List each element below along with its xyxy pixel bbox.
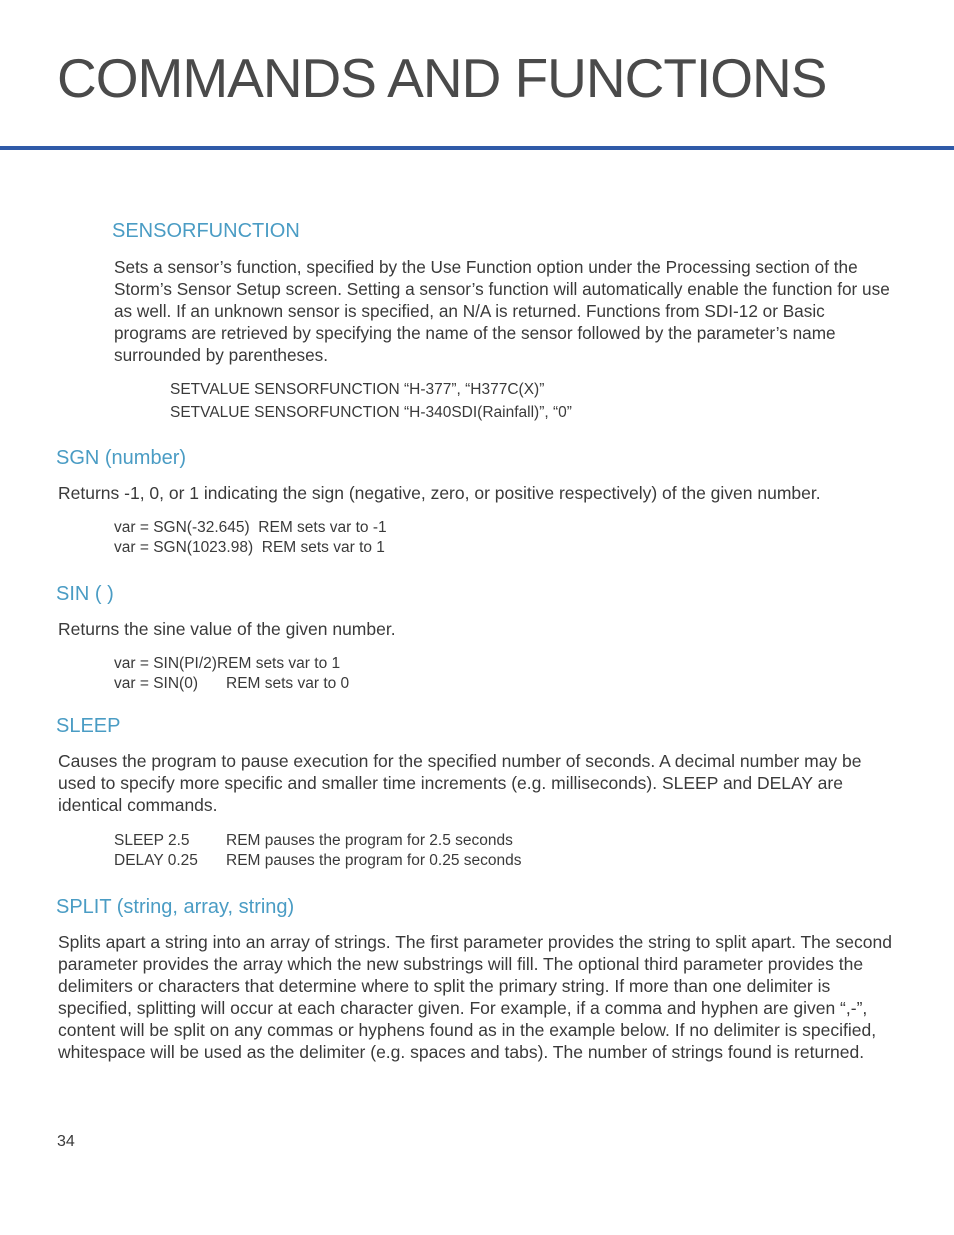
section-heading: SPLIT (string, array, string) [56,896,295,918]
code-line [114,851,896,871]
section-heading: SENSORFUNCTION [112,220,300,242]
section-heading: SIN ( ) [56,583,114,605]
code-example [170,378,902,424]
section-sgn [56,447,916,558]
code-line: SETVALUE SENSORFUNCTION “H-340SDI(Rainfall)”, “0” [170,404,572,421]
code-comment: REM sets var to 0 [226,675,350,692]
section-description: Returns the sine value of the given number. [58,619,396,639]
section-description: Causes the program to pause execution for the specified number of seconds. A decimal number may be used to specify more specific and smaller time increments (e.g. milliseconds). SLEEP and DELAY are identical commands. [58,751,862,815]
code-statement: var = SIN(PI/2) [114,655,217,672]
section-description: Returns -1, 0, or 1 indicating the sign (negative, zero, or positive respectively) of the given number. [58,483,821,503]
code-line [114,831,896,851]
page-title: COMMANDS AND FUNCTIONS [57,47,827,109]
section-description: Splits apart a string into an array of strings. The first parameter provides the string to split apart. The second parameter provides the array which the new substrings will fill. The optional third parameter provides the delimiters or characters that determine where to split the primary string. If more than one delimiter is specified, splitting will occur at each character given. For example, if a comma and hyphen are given “,-”, content will be split on any commas or hyphens found as in the example below. If no delimiter is specified, whitespace will be used as the delimiter (e.g. spaces and tabs). The number of strings found is returned. [58,932,892,1062]
code-line: var = SGN(1023.98) REM sets var to 1 [114,539,385,556]
code-line: var = SGN(-32.645) REM sets var to -1 [114,519,387,536]
section-split [56,896,898,1063]
page-number: 34 [57,1133,75,1150]
code-statement: var = SIN(0) [114,675,198,692]
title-divider [0,146,954,150]
code-line: SETVALUE SENSORFUNCTION “H-377”, “H377C(X)” [170,381,545,398]
code-example [114,654,916,694]
code-line [114,654,916,674]
code-comment: REM pauses the program for 2.5 seconds [226,832,513,849]
section-sin [56,583,916,694]
code-line [114,674,916,694]
code-comment: REM sets var to 1 [216,655,341,672]
code-statement: SLEEP 2.5 [114,832,190,849]
section-description: Sets a sensor’s function, specified by the Use Function option under the Processing section of the Storm’s Sensor Setup screen. Setting a sensor’s function will automatically enable the function for use as well. If an unknown sensor is specified, an N/A is returned. Functions from SDI-12 or Basic programs are retrieved by specifying the name of the sensor followed by the parameter’s name surrounded by parentheses. [114,257,890,365]
section-sensorfunction [112,220,902,424]
code-comment: REM pauses the program for 0.25 seconds [226,852,522,869]
code-statement: DELAY 0.25 [114,852,198,869]
code-example [114,831,896,871]
section-sleep [56,715,896,871]
section-heading: SLEEP [56,715,121,737]
code-example [114,518,916,558]
section-heading: SGN (number) [56,447,187,469]
